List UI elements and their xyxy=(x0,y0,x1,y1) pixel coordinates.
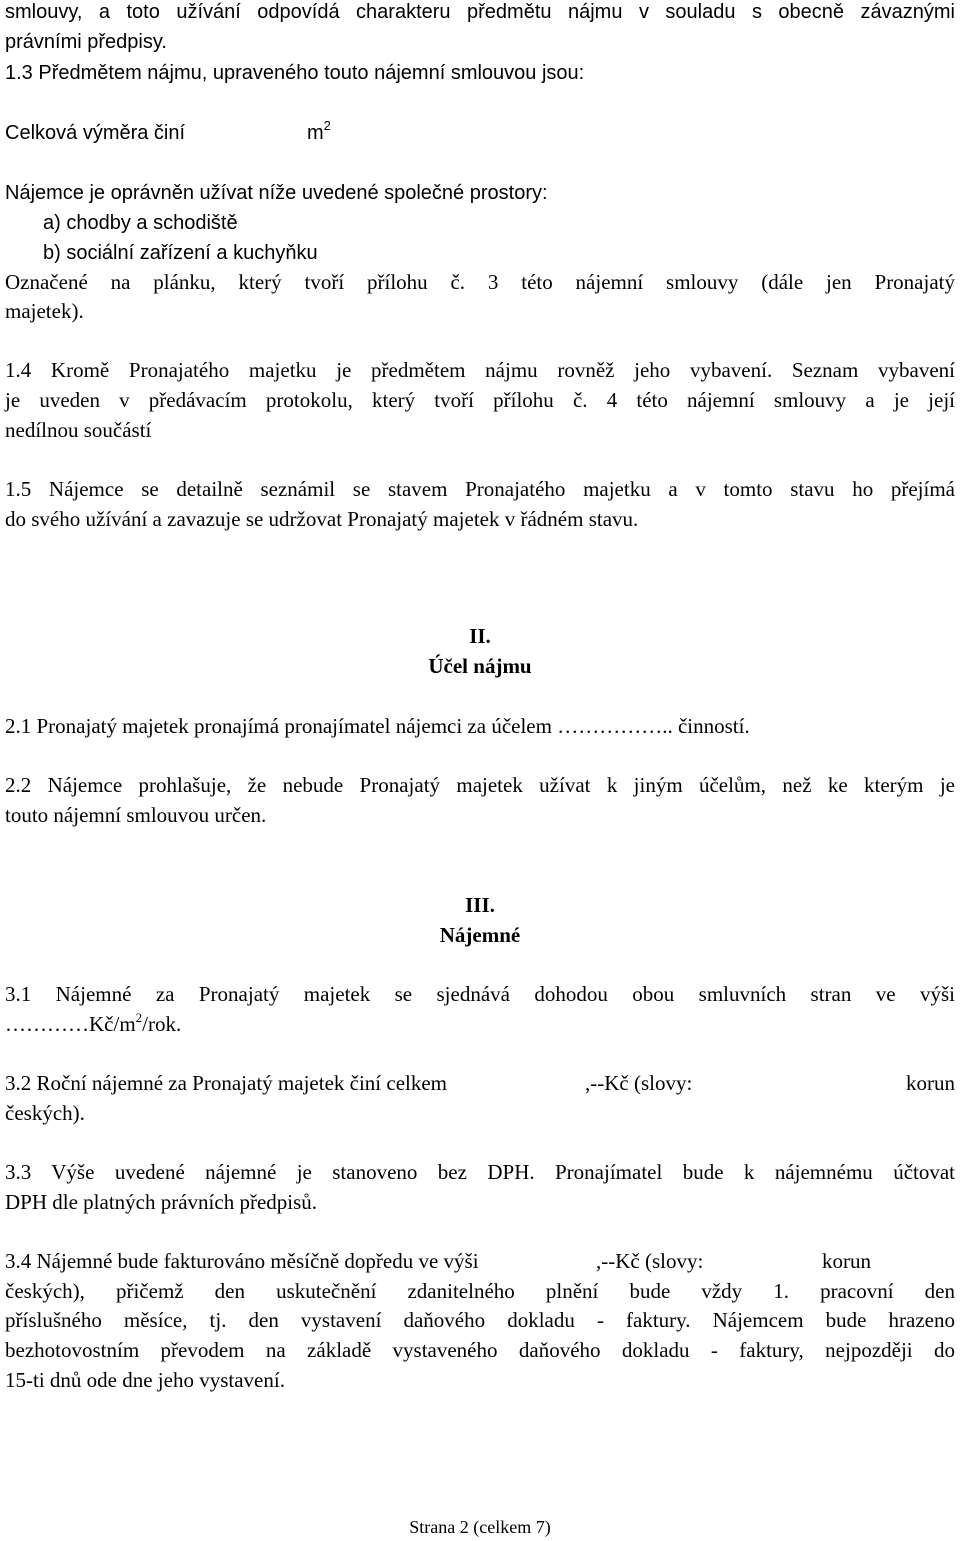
currency-word: korun xyxy=(906,1071,955,1095)
currency-word: korun xyxy=(822,1249,871,1273)
text-line: českých), přičemž den uskutečnění zdanitelného plnění bude vždy 1. pracovní den xyxy=(5,1279,955,1303)
text-line: majetek). xyxy=(5,299,84,323)
list-item: a) chodby a schodiště xyxy=(43,212,238,234)
section-2-1-line: 2.1 Pronajatý majetek pronajímá pronajímatel nájemci za účelem …………….. činností. xyxy=(5,714,750,738)
text-line: je uveden v předávacím protokolu, který tvoří přílohu č. 4 této nájemní smlouvy a je její xyxy=(5,388,955,412)
text-line: smlouvy, a toto užívání odpovídá charakteru předmětu nájmu v souladu s obecně závaznými xyxy=(5,1,955,23)
monthly-rent-amount: ,--Kč (slovy: xyxy=(596,1249,704,1273)
rent-rate-line: $\dots\dots\dots\dots Kč/m^2$/rok. xyxy=(5,1010,182,1036)
text-line: touto nájemní smlouvou určen. xyxy=(5,803,267,827)
text-line: nedílnou součástí xyxy=(5,418,152,442)
section-3-2-line: 3.2 Roční nájemné za Pronajatý majetek činí celkem xyxy=(5,1071,448,1095)
annual-rent-amount: ,--Kč (slovy: xyxy=(585,1071,693,1095)
text-line: právními předpisy. xyxy=(5,31,167,53)
article-iii-title: Nájemné xyxy=(439,923,521,947)
text-line: českých). xyxy=(5,1101,85,1125)
section-1-4-line: 1.4 Kromě Pronajatého majetku je předmětem nájmu rovněž jeho vybavení. Seznam vybavení xyxy=(5,358,955,382)
article-ii-title: Účel nájmu xyxy=(428,654,532,678)
section-1-3-heading: 1.3 Předmětem nájmu, upraveného touto nájemní smlouvou jsou: xyxy=(5,62,585,84)
area-unit: $m^2$ xyxy=(307,118,331,144)
section-3-3-line: 3.3 Výše uvedené nájemné je stanoveno bez DPH. Pronajímatel bude k nájemnému účtovat xyxy=(5,1160,955,1184)
text-line: do svého užívání a zavazuje se udržovat Pronajatý majetek v řádném stavu. xyxy=(5,507,639,531)
article-ii-number: II. xyxy=(469,624,491,648)
article-iii-number: III. xyxy=(465,893,495,917)
section-3-1-line: 3.1 Nájemné za Pronajatý majetek se sjednává dohodou obou smluvních stran ve výši xyxy=(5,982,955,1006)
section-1-5-line: 1.5 Nájemce se detailně seznámil se stavem Pronajatého majetku a v tomto stavu ho přejímá xyxy=(5,477,955,501)
section-3-4-line: 3.4 Nájemné bude fakturováno měsíčně dopředu ve výši xyxy=(5,1249,479,1273)
page-footer: Strana 2 (celkem 7) xyxy=(409,1517,551,1537)
section-2-2-line: 2.2 Nájemce prohlašuje, že nebude Pronajatý majetek užívat k jiným účelům, než ke kterým je xyxy=(5,773,955,797)
text-line: 15-ti dnů ode dne jeho vystavení. xyxy=(5,1368,285,1392)
common-areas-intro: Nájemce je oprávněn užívat níže uvedené společné prostory: xyxy=(5,182,548,204)
list-item: b) sociální zařízení a kuchyňku xyxy=(43,242,318,264)
text-line: příslušného měsíce, tj. den vystavení daňového dokladu - faktury. Nájemcem bude hrazeno xyxy=(5,1308,955,1332)
text-line: DPH dle platných právních předpisů. xyxy=(5,1190,318,1214)
text-line: bezhotovostním převodem na základě vystaveného daňového dokladu - faktury, nejpozději do xyxy=(5,1338,955,1362)
total-area-label: Celková výměra činí xyxy=(5,122,186,144)
text-line: Označené na plánku, který tvoří přílohu č. 3 této nájemní smlouvy (dále jen Pronajatý xyxy=(5,270,955,294)
